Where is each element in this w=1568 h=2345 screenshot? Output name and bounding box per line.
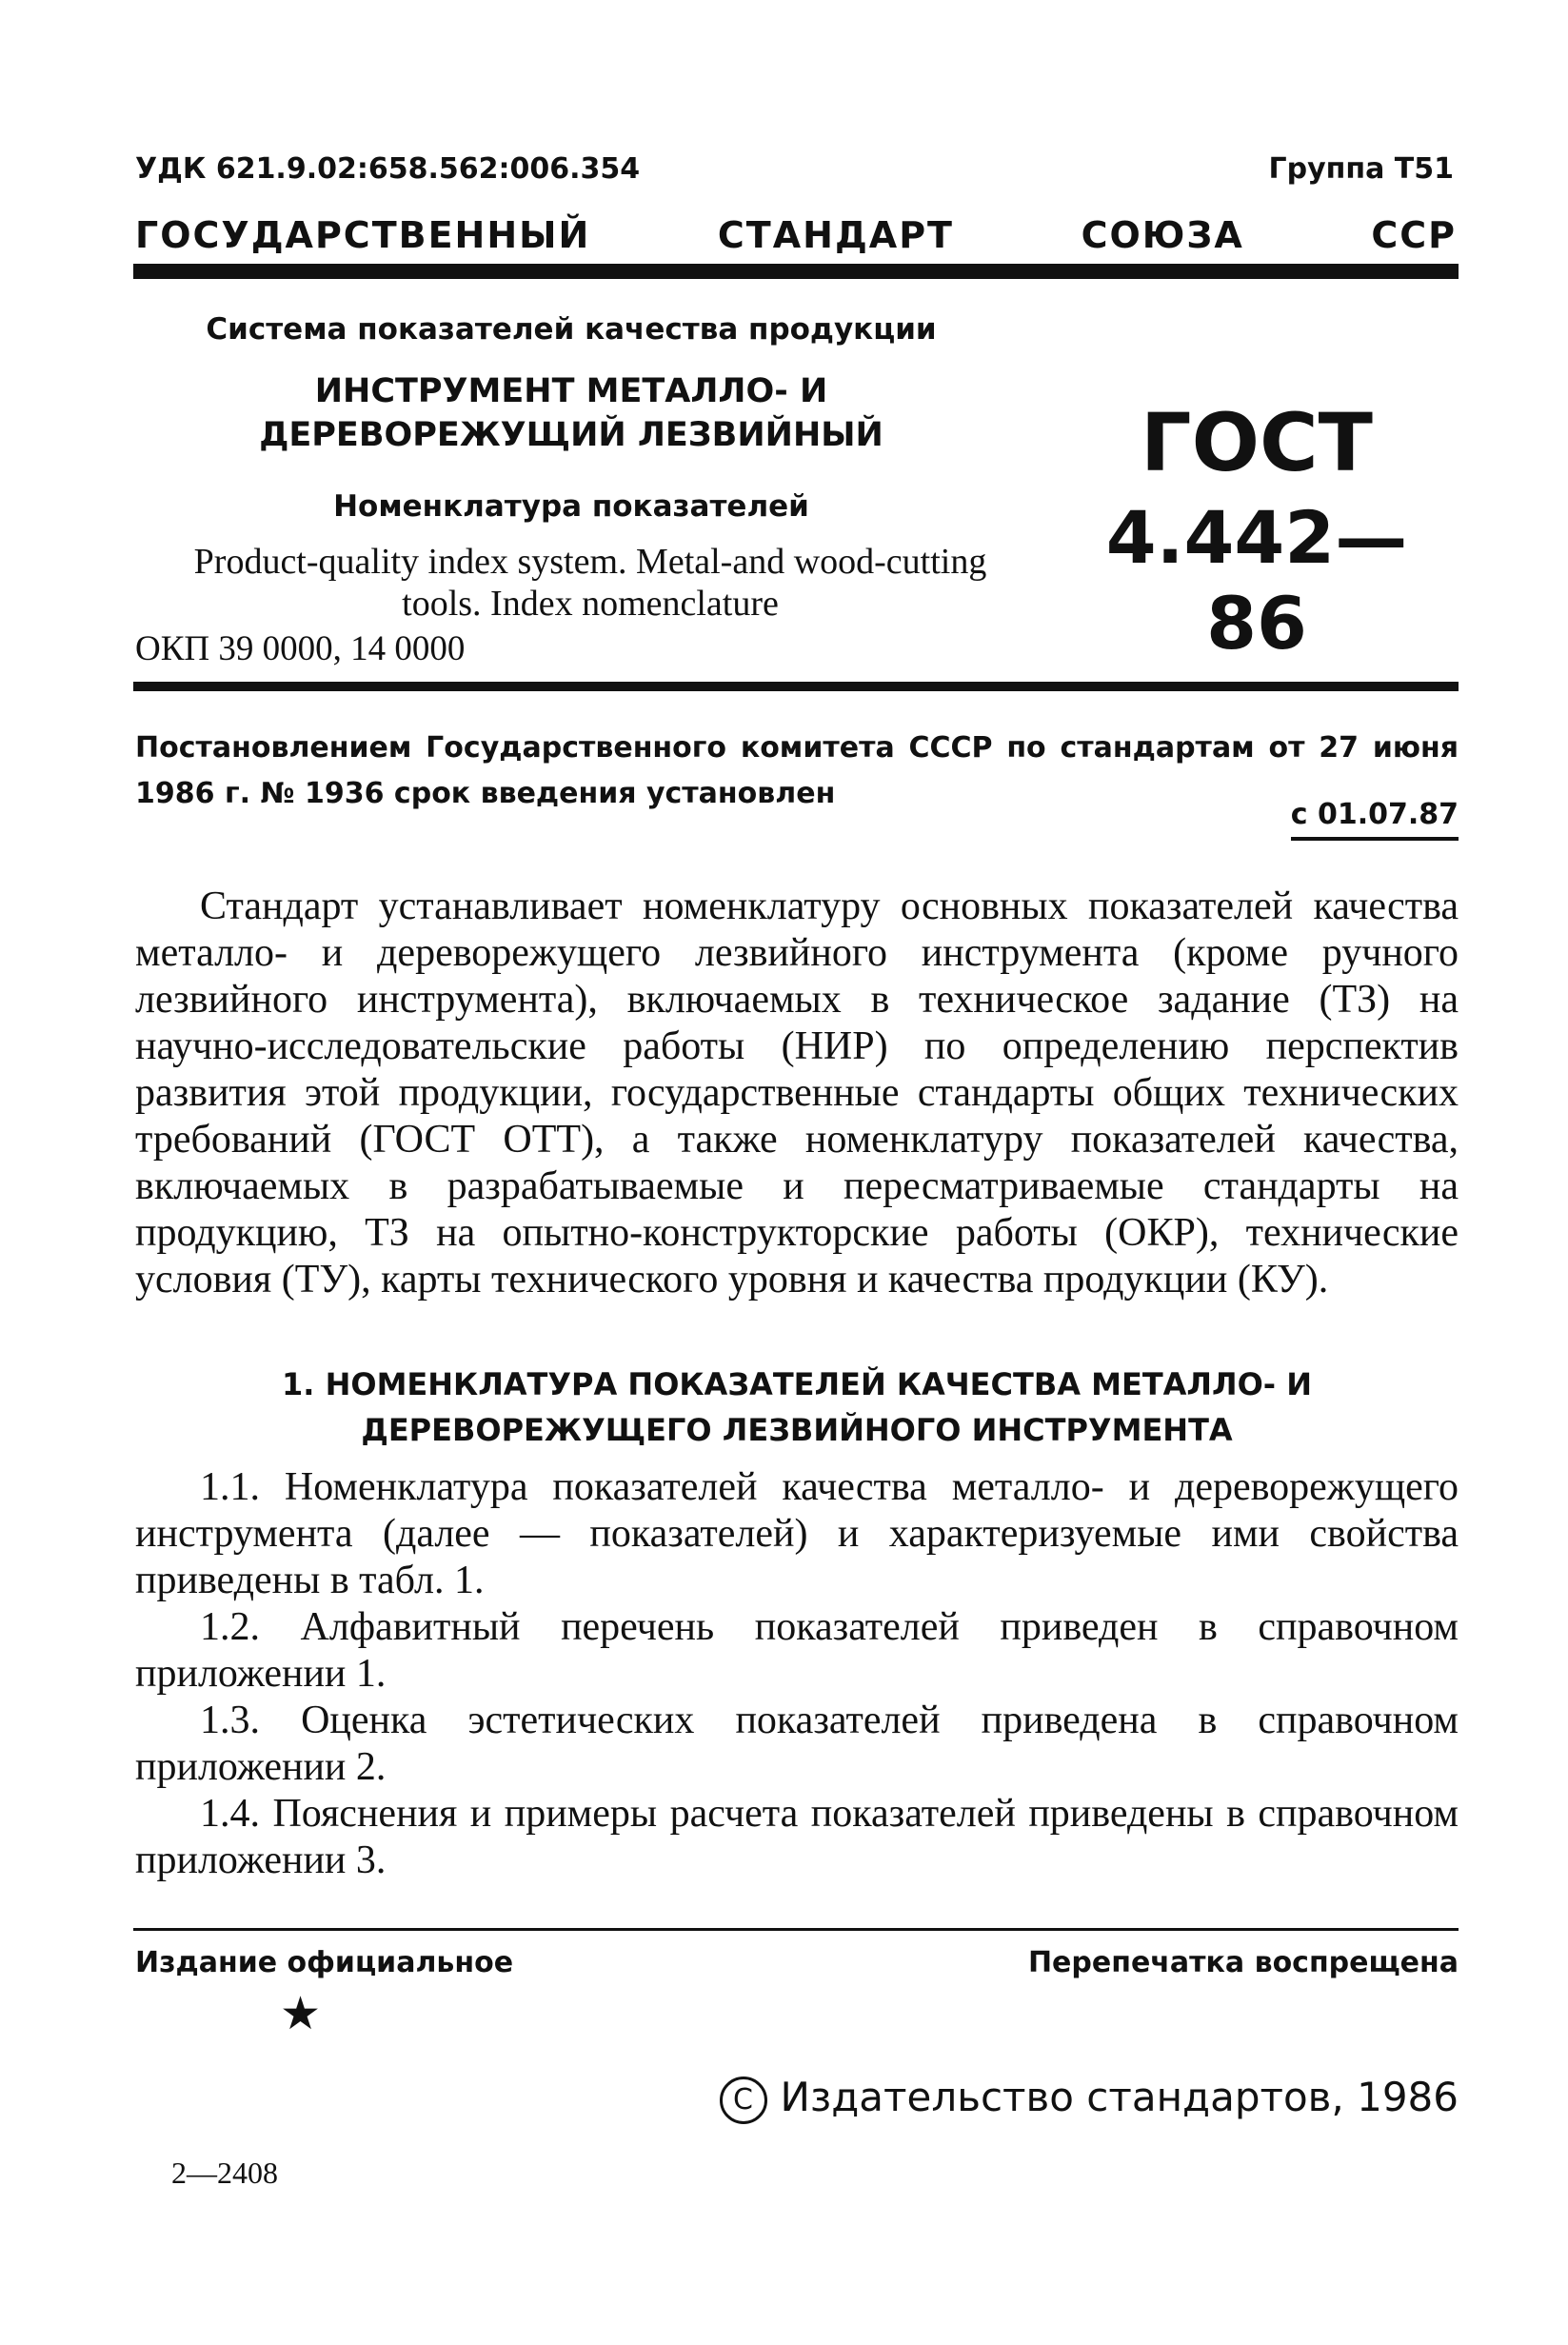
section-heading: 1. НОМЕНКЛАТУРА ПОКАЗАТЕЛЕЙ КАЧЕСТВА МЕТАЛЛО- И ДЕРЕВОРЕЖУЩЕГО ЛЕЗВИЙНОГО ИНСТРУМЕНТА xyxy=(282,1366,1312,1448)
nomenclature-title: Номенклатура показателей xyxy=(333,489,809,524)
copyright-line xyxy=(720,2074,1459,2124)
effective-date: с 01.07.87 xyxy=(1291,798,1459,841)
copyright-text: Издательство стандартов, 1986 xyxy=(780,2074,1459,2120)
state-standard-word: ГОСУДАРСТВЕННЫЙ xyxy=(135,214,591,256)
group-code: Группа Т51 xyxy=(1268,152,1454,186)
intro-paragraph: Стандарт устанавливает номенклатуру основных показателей качества металло- и дереворежущего лезвийного инструмента (кроме ручного лезвийного инструмента), включаемых в техническое задание (ТЗ) на научно-исследовательские работы (НИР) по определению перспектив развития этой продукции, государственные стандарты общих технических требований (ГОСТ ОТТ), а также номенклатуру показателей качества, включаемых в разрабатываемые и пересматриваемые стандарты на продукцию, ТЗ на опытно-конструкторские работы (ОКР), технические условия (ТУ), карты технического уровня и качества продукции (КУ). xyxy=(135,884,1459,1302)
clause-1-1: 1.1. Номенклатура показателей качества металло- и дереворежущего инструмента (далее — показателей) и характеризуемые ими свойства приведены в табл. 1. xyxy=(135,1465,1459,1602)
okp-code: ОКП 39 0000, 14 0000 xyxy=(135,629,466,668)
edition-label: Издание официальное xyxy=(135,1946,514,1979)
clause-1-4: 1.4. Пояснения и примеры расчета показателей приведены в справочном приложении 3. xyxy=(135,1792,1459,1882)
state-standard-word: ССР xyxy=(1371,214,1457,256)
footer-divider xyxy=(133,1928,1459,1931)
top-divider xyxy=(133,264,1459,279)
gost-number: 4.442—86 xyxy=(1105,495,1408,666)
system-title: Система показателей качества продукции xyxy=(206,312,937,347)
state-standard-title xyxy=(135,214,1457,256)
print-order-number: 2—2408 xyxy=(171,2156,278,2190)
decree-text: Постановлением Государственного комитета СССР по стандартам от 27 июня 1986 г. № 1936 срок введения установлен xyxy=(135,731,1459,810)
clause-1-3: 1.3. Оценка эстетических показателей приведена в справочном приложении 2. xyxy=(135,1699,1459,1789)
state-standard-word: СТАНДАРТ xyxy=(717,214,954,256)
gost-label: ГОСТ xyxy=(1141,396,1373,489)
state-standard-word: СОЮЗА xyxy=(1081,214,1244,256)
udk-code: УДК 621.9.02:658.562:006.354 xyxy=(135,152,641,186)
english-title: Product-quality index system. Metal-and wood-cutting tools. Index nomenclature xyxy=(193,542,987,624)
title-divider xyxy=(133,682,1459,691)
product-title: ИНСТРУМЕНТ МЕТАЛЛО- И ДЕРЕВОРЕЖУЩИЙ ЛЕЗВИЙНЫЙ xyxy=(259,372,883,454)
reprint-notice: Перепечатка воспрещена xyxy=(1027,1946,1459,1979)
clause-1-2: 1.2. Алфавитный перечень показателей приведен в справочном приложении 1. xyxy=(135,1605,1459,1696)
copyright-icon: C xyxy=(720,2077,767,2124)
star-icon: ★ xyxy=(280,1989,322,2039)
